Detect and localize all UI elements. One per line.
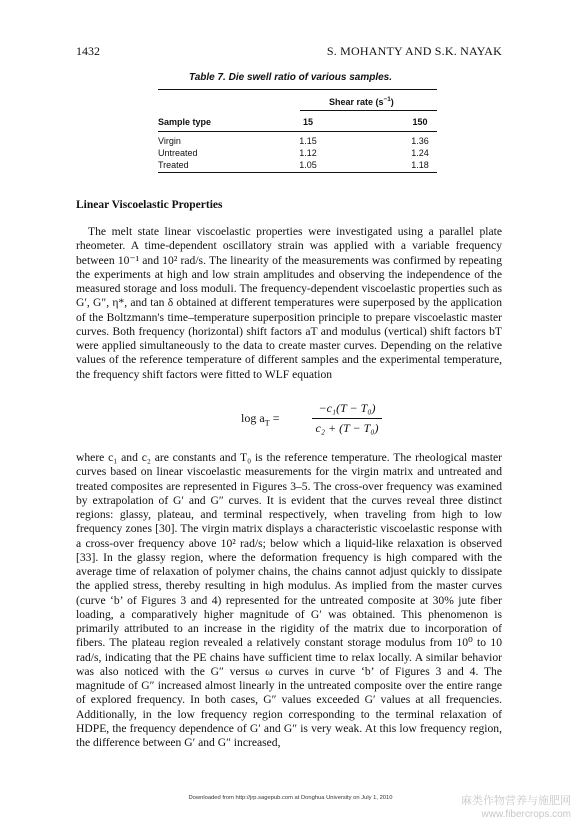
equation-numerator: −c₁(T − T₀) (318, 401, 376, 415)
watermark-line-2: www.fibercrops.com (481, 809, 571, 820)
paragraph-2-text: where c₁ and c₂ are constants and T₀ is the reference temperature. The rheological master curves based on linear viscoelastic measurements for the virgin matrix and untreated and treated composites are represented in Figures 3–5. The cross-over frequency was examined by extrapolation of G′ and G″ curves. It is evident that the curves reveal three distinct regions: glassy, plateau, and terminal respectively, when traveling from high to low frequency zones [30]. The virgin matrix displays a characteristic viscoelastic response with a cross-over frequency above 10² rad/s; below which a liquid-like relaxation is observed [33]. In the glassy region, where the deformation frequency is high compared with the average time of relaxation of polymer chains, the chains cannot adjust quickly to dissipate the applied stress, thereby resulting in high modulus. As implied from the master curves (curve ‘b’ of Figures 3 and 4) represented for the untreated composite at 30% jute fiber loading, a comparatively higher magnitude of G′ was obtained. This phenomenon is primarily attributed to an increase in the rigidity of the matrix due to incorporation of fibers. The plateau region revealed a relatively constant storage modulus from 10⁰ to 10 rad/s, indicating that the PE chains have sufficient time to relax locally. A similar behavior was also noticed with the G″ versus ω curves in curve ‘b’ of Figures 3 and 4. The magnitude of G″ increased almost linearly in the untreated composite over the entire range of explored frequency. In both cases, G″ values exceeded G′ values at all frequencies. Additionally, in the low frequency region corresponding to the terminal relaxation of HDPE, the frequency dependence of G′ and G″ is very weak. At this low frequency region, the difference between G′ and G″ increased, (76, 451, 502, 749)
table-header-rule (158, 131, 437, 132)
row-name-untreated: Untreated (158, 148, 198, 158)
cell-untreated-150: 1.24 (411, 148, 429, 158)
row-name-treated: Treated (158, 160, 189, 170)
body-paragraph-2 (76, 451, 502, 750)
section-heading: Linear Viscoelastic Properties (76, 199, 223, 211)
cell-virgin-150: 1.36 (411, 136, 429, 146)
group-header-rule (300, 110, 437, 111)
equation-denominator: c₂ + (T − T₀) (315, 421, 379, 435)
shear-rate-header: Shear rate $(s^{-1})$ (329, 96, 394, 107)
cell-treated-150: 1.18 (411, 160, 429, 170)
table-top-rule (158, 89, 437, 90)
body-paragraph-1 (76, 225, 502, 382)
page-number: 1432 (76, 44, 100, 58)
paragraph-1-text: The melt state linear viscoelastic properties were investigated using a parallel plate rheometer. A time-dependent oscillatory strain was applied with a variable frequency between 10⁻¹ and 10² rad/s. The linearity of the measurements was confirmed by repeating the experiments at high and low strain amplitudes and observing the independence of the measured storage and loss moduli. The frequency-dependent viscoelastic properties such as G′, G″, η*, and tan δ obtained at different temperatures were superposed by the application of the Boltzmann's time–temperature superposition principle to prepare viscoelastic master curves. Both frequency (horizontal) shift factors aT and modulus (vertical) shift factors bT were applied simultaneously to the data to create master curves. Depending on the relative values of the reference temperature of different samples and the experimental temperature, the frequency shift factors were fitted to WLF equation (76, 225, 502, 381)
equation-lhs: $\log a_T$ = (241, 411, 280, 428)
col-header-150: 150 (412, 117, 428, 127)
watermark-line-1: 麻类作物营养与施肥网 (461, 795, 571, 807)
table-bottom-rule (158, 172, 437, 173)
cell-untreated-15: 1.12 (299, 148, 317, 158)
watermark (446, 795, 571, 821)
download-footer: Downloaded from http://jrp.sagepub.com at Donghua University on July 1, 2010 (188, 795, 393, 801)
col-label-sample-type: Sample type (158, 117, 212, 127)
table-caption: Table 7. Die swell ratio of various samples. (188, 72, 393, 83)
row-name-virgin: Virgin (158, 136, 181, 146)
fraction-bar (312, 418, 382, 419)
col-header-15: 15 (302, 117, 313, 127)
cell-virgin-15: 1.15 (299, 136, 317, 146)
running-head: S. MOHANTY AND S.K. NAYAK (326, 44, 502, 58)
cell-treated-15: 1.05 (299, 160, 317, 170)
